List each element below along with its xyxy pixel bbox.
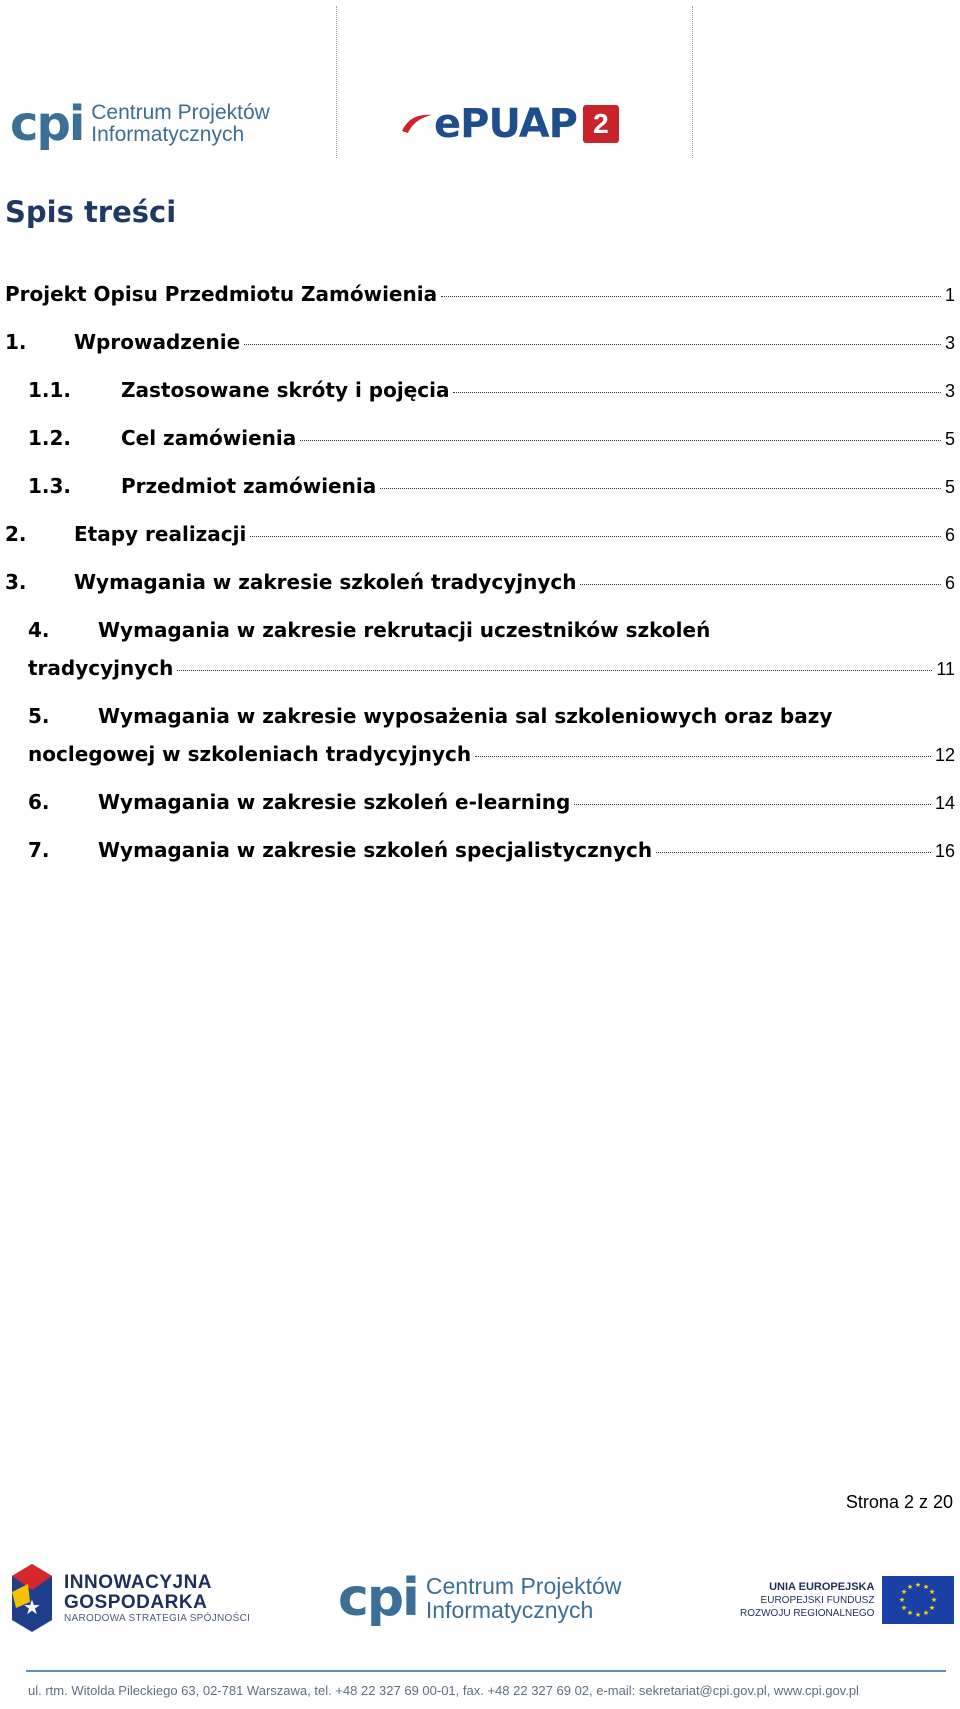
innowacyjna-gospodarka-icon [8,1562,56,1634]
svg-text:★: ★ [929,1588,936,1596]
svg-text:★: ★ [901,1604,908,1612]
toc-entry-number: 1.1. [28,378,72,402]
header-divider-2 [692,6,693,158]
innowacyjna-gospodarka-logo [8,1562,250,1634]
toc-entry-7-line2[interactable] [28,656,955,680]
svg-text:★: ★ [907,1609,914,1617]
toc-entry-page: 3 [944,381,955,401]
toc-heading: Spis treści [5,195,177,229]
toc-entry-page: 5 [944,477,955,497]
toc-leader [300,440,941,441]
toc-entry-title: Etapy realizacji [74,522,247,546]
cpi-logo-line2: Informatycznych [425,1597,594,1623]
toc-entry-title: Przedmiot zamówienia [121,474,377,498]
toc-entry-8-line2[interactable] [28,742,955,766]
epuap-word: ePUAP [434,101,577,147]
ig-line2: GOSPODARKA [64,1591,208,1613]
svg-text:★: ★ [923,1583,930,1591]
cpi-mark: cpi [338,1568,418,1628]
footer-rule [26,1670,946,1672]
toc-leader [453,392,941,393]
toc-entry-title: Wymagania w zakresie szkoleń tradycyjnych [74,570,577,594]
toc-entry-5[interactable] [5,522,955,546]
toc-entry-title: Wprowadzenie [74,330,241,354]
svg-text:★: ★ [929,1604,936,1612]
toc-entry-title: Wymagania w zakresie szkoleń specjalistycznych [98,838,653,862]
toc-entry-9[interactable] [28,790,955,814]
cpi-mark: cpi [10,96,84,152]
toc-entry-1[interactable] [5,330,955,354]
toc-entry-8-line1[interactable] [28,704,832,728]
epuap-logo [400,101,619,147]
page-number: Strona 2 z 20 [845,1492,953,1512]
cpi-logo-text [91,102,270,146]
toc-entry-page: 3 [944,333,955,353]
toc-entry-number: 2. [5,522,27,546]
svg-text:★: ★ [931,1596,938,1604]
toc-leader [580,584,941,585]
toc-entry-title: Zastosowane skróty i pojęcia [121,378,450,402]
svg-text:★: ★ [907,1583,914,1591]
eu-line3: ROZWOJU REGIONALNEGO [740,1607,875,1619]
toc-leader [244,344,941,345]
toc-entry-number: 1. [5,330,27,354]
cpi-logo [10,96,270,152]
cpi-logo-text [426,1574,622,1622]
toc-leader [250,536,941,537]
toc-leader [177,670,932,671]
toc-entry-page: 16 [934,841,955,861]
toc-entry-title: Wymagania w zakresie szkoleń e-learning [98,790,571,814]
toc-entry-number: 1.3. [28,474,72,498]
cpi-logo-line2: Informatycznych [91,123,245,146]
toc-entry-number: 5. [28,704,50,728]
footer-cpi-logo [338,1568,622,1628]
svg-text:★: ★ [23,1595,41,1619]
toc-entry-page: 6 [944,573,955,593]
toc-leader [380,488,941,489]
toc-entry-0[interactable] [5,282,955,306]
header-divider-1 [336,6,337,158]
toc-entry-number: 6. [28,790,50,814]
toc-entry-page: 14 [934,793,955,813]
cpi-logo-line1: Centrum Projektów [91,100,270,124]
svg-text:★: ★ [915,1611,922,1619]
toc-leader [475,756,931,757]
innowacyjna-gospodarka-text [64,1573,250,1624]
toc-entry-title: Wymagania w zakresie wyposażenia sal szkoleniowych oraz bazy [98,704,833,728]
eu-flag-icon [882,1576,954,1624]
toc-entry-page: 1 [944,285,955,305]
toc-entry-page: 11 [936,659,955,679]
toc-leader [656,852,931,853]
toc-entry-number: 1.2. [28,426,72,450]
toc-entry-number: 3. [5,570,27,594]
eu-logo [740,1576,954,1624]
toc-entry-6[interactable] [5,570,955,594]
toc-leader [574,804,931,805]
toc-entry-number: 4. [28,618,50,642]
toc-entry-title-cont: noclegowej w szkoleniach tradycyjnych [28,742,472,766]
toc-entry-title: Cel zamówienia [121,426,297,450]
svg-text:★: ★ [915,1581,922,1589]
footer-address: ul. rtm. Witolda Pileckiego 63, 02-781 Warszawa, tel. +48 22 327 69 00-01, fax. +48 22 327 69 02, e-mail: sekretariat@cpi.gov.pl, www.cpi.gov.pl [28,1683,859,1698]
toc-entry-number: 7. [28,838,50,862]
ig-line3: NARODOWA STRATEGIA SPÓJNOŚCI [64,1612,251,1624]
toc-entry-3[interactable] [28,426,955,450]
svg-text:★: ★ [901,1588,908,1596]
eu-line1: UNIA EUROPEJSKA [769,1580,875,1593]
svg-text:★: ★ [899,1596,906,1604]
epuap-badge: 2 [583,105,619,143]
toc-entry-title: Projekt Opisu Przedmiotu Zamówienia [5,282,438,306]
toc-entry-2[interactable] [28,378,955,402]
toc-entry-title: Wymagania w zakresie rekrutacji uczestników szkoleń [98,618,711,642]
toc-entry-page: 5 [944,429,955,449]
toc-entry-title-cont: tradycyjnych [28,656,174,680]
toc-entry-7-line1[interactable] [28,618,710,642]
toc-entry-4[interactable] [28,474,955,498]
ig-line1: INNOWACYJNA [64,1571,213,1593]
cpi-logo-line1: Centrum Projektów [425,1572,622,1599]
toc-entry-page: 6 [944,525,955,545]
toc-entry-page: 12 [934,745,955,765]
eu-line2: EUROPEJSKI FUNDUSZ [760,1594,875,1606]
toc-entry-10[interactable] [28,838,955,862]
toc-leader [441,296,941,297]
epuap-swoosh-icon [400,109,434,139]
svg-text:★: ★ [923,1609,930,1617]
eu-text [740,1581,874,1620]
